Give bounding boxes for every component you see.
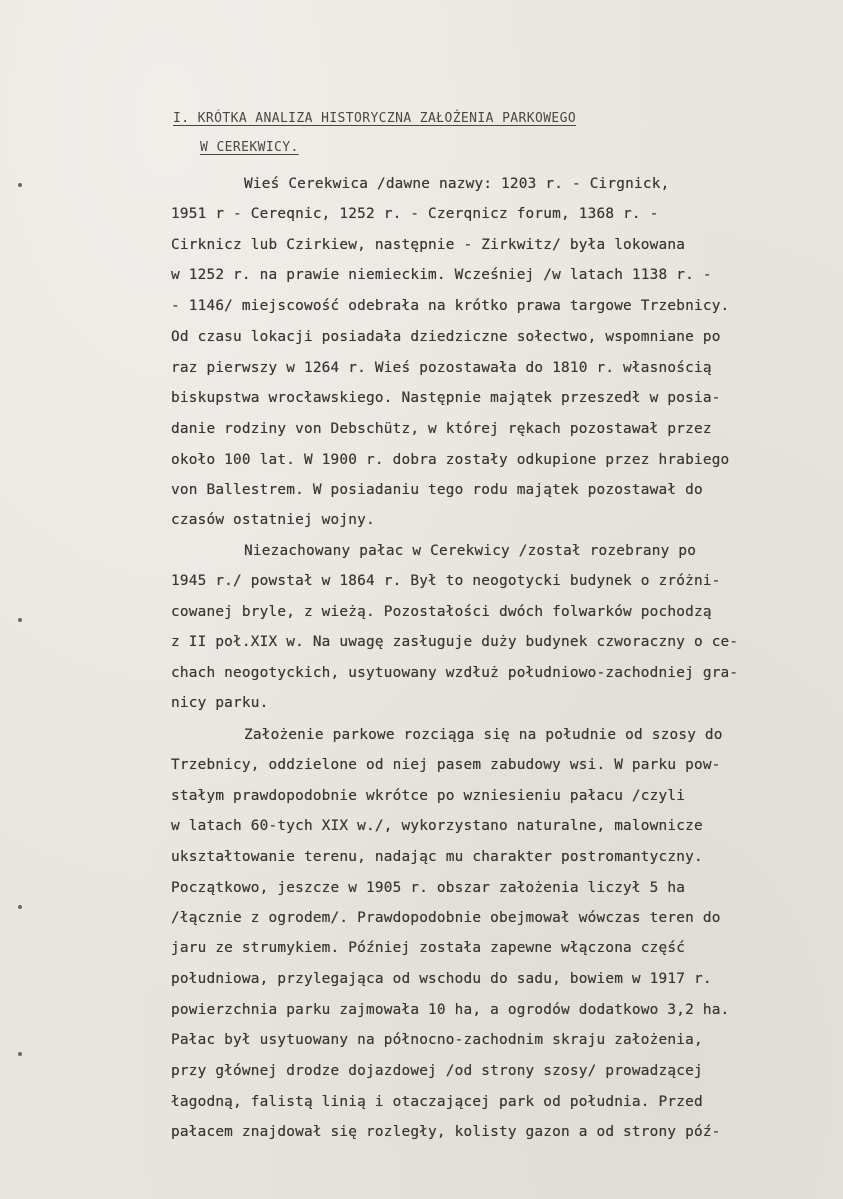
text-line: Początkowo, jeszcze w 1905 r. obszar założenia liczył 5 ha <box>171 880 686 896</box>
text-line: około 100 lat. W 1900 r. dobra zostały odkupione przez hrabiego <box>171 452 730 468</box>
punch-hole-mark <box>18 183 22 187</box>
section-heading-continued: W CEREKWICY. <box>200 140 299 155</box>
text-line: Wieś Cerekwica /dawne nazwy: 1203 r. - Cirgnick, <box>244 176 670 192</box>
text-line: stałym prawdopodobnie wkrótce po wzniesieniu pałacu /czyli <box>171 788 686 804</box>
text-line: z II poł.XIX w. Na uwagę zasługuje duży budynek czworaczny o ce- <box>171 634 739 650</box>
punch-hole-mark <box>18 618 22 622</box>
punch-hole-mark <box>18 1052 22 1056</box>
text-line: ukształtowanie terenu, nadając mu charakter postromantyczny. <box>171 849 703 865</box>
text-line: Niezachowany pałac w Cerekwicy /został rozebrany po <box>244 543 697 559</box>
text-line: - 1146/ miejscowość odebrała na krótko prawa targowe Trzebnicy. <box>171 298 730 314</box>
punch-hole-mark <box>18 905 22 909</box>
text-line: Pałac był usytuowany na północno-zachodnim skraju założenia, <box>171 1032 703 1048</box>
section-heading: I. KRÓTKA ANALIZA HISTORYCZNA ZAŁOŻENIA PARKOWEGO <box>173 111 577 126</box>
text-line: czasów ostatniej wojny. <box>171 512 375 528</box>
text-line: raz pierwszy w 1264 r. Wieś pozostawała do 1810 r. własnością <box>171 360 712 376</box>
text-line: nicy parku. <box>171 695 269 711</box>
text-line: Cirknicz lub Czirkiew, następnie - Zirkwitz/ była lokowana <box>171 237 686 253</box>
text-line: w latach 60-tych XIX w./, wykorzystano naturalne, malownicze <box>171 818 703 834</box>
text-line: von Ballestrem. W posiadaniu tego rodu majątek pozostawał do <box>171 482 703 498</box>
text-line: jaru ze strumykiem. Później została zapewne włączona część <box>171 940 686 956</box>
text-line: /łącznie z ogrodem/. Prawdopodobnie obejmował wówczas teren do <box>171 910 721 926</box>
text-line: łagodną, falistą linią i otaczającej park od południa. Przed <box>171 1094 703 1110</box>
text-line: 1945 r./ powstał w 1864 r. Był to neogotycki budynek o zróżni- <box>171 573 721 589</box>
text-line: 1951 r - Cereqnic, 1252 r. - Czerqnicz forum, 1368 r. - <box>171 206 659 222</box>
text-line: południowa, przylegająca od wschodu do sadu, bowiem w 1917 r. <box>171 971 712 987</box>
text-line: przy głównej drodze dojazdowej /od strony szosy/ prowadzącej <box>171 1063 703 1079</box>
text-line: Założenie parkowe rozciąga się na południe od szosy do <box>244 727 723 743</box>
text-line: powierzchnia parku zajmowała 10 ha, a ogrodów dodatkowo 3,2 ha. <box>171 1002 730 1018</box>
text-line: danie rodziny von Debschütz, w której rękach pozostawał przez <box>171 421 712 437</box>
text-line: chach neogotyckich, usytuowany wzdłuż południowo-zachodniej gra- <box>171 665 739 681</box>
text-line: Trzebnicy, oddzielone od niej pasem zabudowy wsi. W parku pow- <box>171 757 721 773</box>
text-line: Od czasu lokacji posiadała dziedziczne sołectwo, wspomniane po <box>171 329 721 345</box>
text-line: biskupstwa wrocławskiego. Następnie majątek przeszedł w posia- <box>171 390 721 406</box>
text-line: cowanej bryle, z wieżą. Pozostałości dwóch folwarków pochodzą <box>171 604 712 620</box>
text-line: w 1252 r. na prawie niemieckim. Wcześniej /w latach 1138 r. - <box>171 267 712 283</box>
text-line: pałacem znajdował się rozległy, kolisty gazon a od strony póź- <box>171 1124 721 1140</box>
